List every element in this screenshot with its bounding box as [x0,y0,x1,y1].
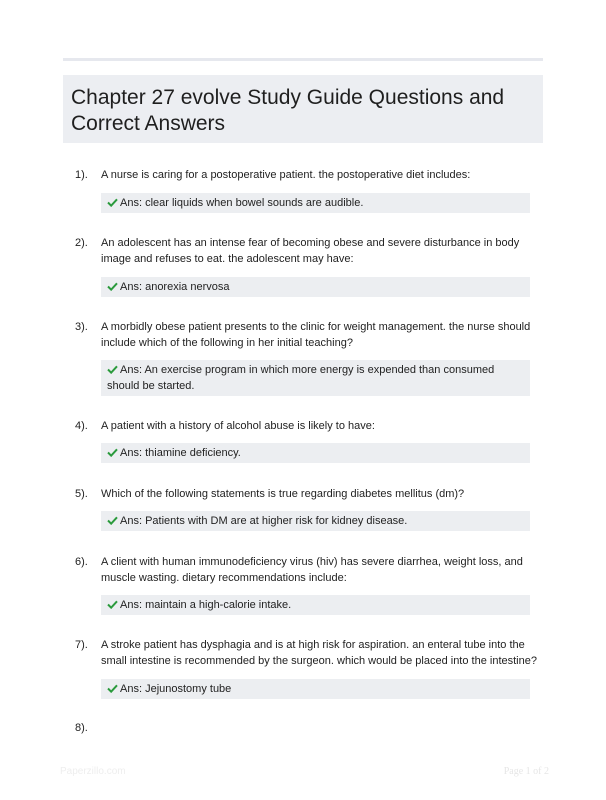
checkmark-icon [107,516,118,525]
top-divider [63,58,543,61]
checkmark-icon [107,600,118,609]
footer-watermark: Paperzillo.com [60,766,126,777]
question-number: 7). [75,639,88,651]
checkmark-icon [107,365,118,374]
question-text: A client with human immunodeficiency virus (hiv) has severe diarrhea, weight loss, and muscle wasting. dietary recommendations include: [101,556,523,584]
answer-box [101,443,530,463]
answer-prefix: Ans: [120,281,143,293]
answer-text: anorexia nervosa [145,281,230,293]
question-text: Which of the following statements is true regarding diabetes mellitus (dm)? [101,488,465,500]
answer-box [101,360,530,396]
answer-box [101,277,530,297]
answer-box [101,511,530,531]
answer-text: maintain a high-calorie intake. [145,599,292,611]
title-banner [63,75,543,143]
answer-text: An exercise program in which more energy is expended than consumed should be started. [107,364,495,392]
question-number: 3). [75,321,88,333]
checkmark-icon [107,448,118,457]
answer-prefix: Ans: [120,599,143,611]
question-number: 8). [75,722,88,734]
question-text: An adolescent has an intense fear of becoming obese and severe disturbance in body image and refuses to eat. the adolescent may have: [101,237,520,265]
answer-box [101,595,530,615]
question-number: 6). [75,556,88,568]
checkmark-icon [107,198,118,207]
question-number: 5). [75,488,88,500]
question-number: 1). [75,169,88,181]
checkmark-icon [107,684,118,693]
page-title: Chapter 27 evolve Study Guide Questions and Correct Answers [71,86,505,135]
checkmark-icon [107,282,118,291]
answer-prefix: Ans: [120,364,143,376]
question-text: A morbidly obese patient presents to the clinic for weight management. the nurse should include which of the following in her initial teaching? [101,321,531,349]
answer-box [101,193,530,213]
answer-text: clear liquids when bowel sounds are audible. [145,197,364,209]
question-text: A nurse is caring for a postoperative patient. the postoperative diet includes: [101,169,471,181]
page-indicator: Page 1 of 2 [503,766,549,777]
answer-prefix: Ans: [120,683,143,695]
question-number: 4). [75,420,88,432]
answer-box [101,679,530,699]
answer-prefix: Ans: [120,515,143,527]
question-text: A patient with a history of alcohol abuse is likely to have: [101,420,375,432]
question-number: 2). [75,237,88,249]
answer-text: Patients with DM are at higher risk for kidney disease. [145,515,408,527]
answer-prefix: Ans: [120,197,143,209]
answer-text: thiamine deficiency. [145,447,241,459]
answer-text: Jejunostomy tube [145,683,232,695]
question-text: A stroke patient has dysphagia and is at high risk for aspiration. an enteral tube into the small intestine is recommended by the surgeon. which would be placed into the intestine? [101,639,537,667]
answer-prefix: Ans: [120,447,143,459]
